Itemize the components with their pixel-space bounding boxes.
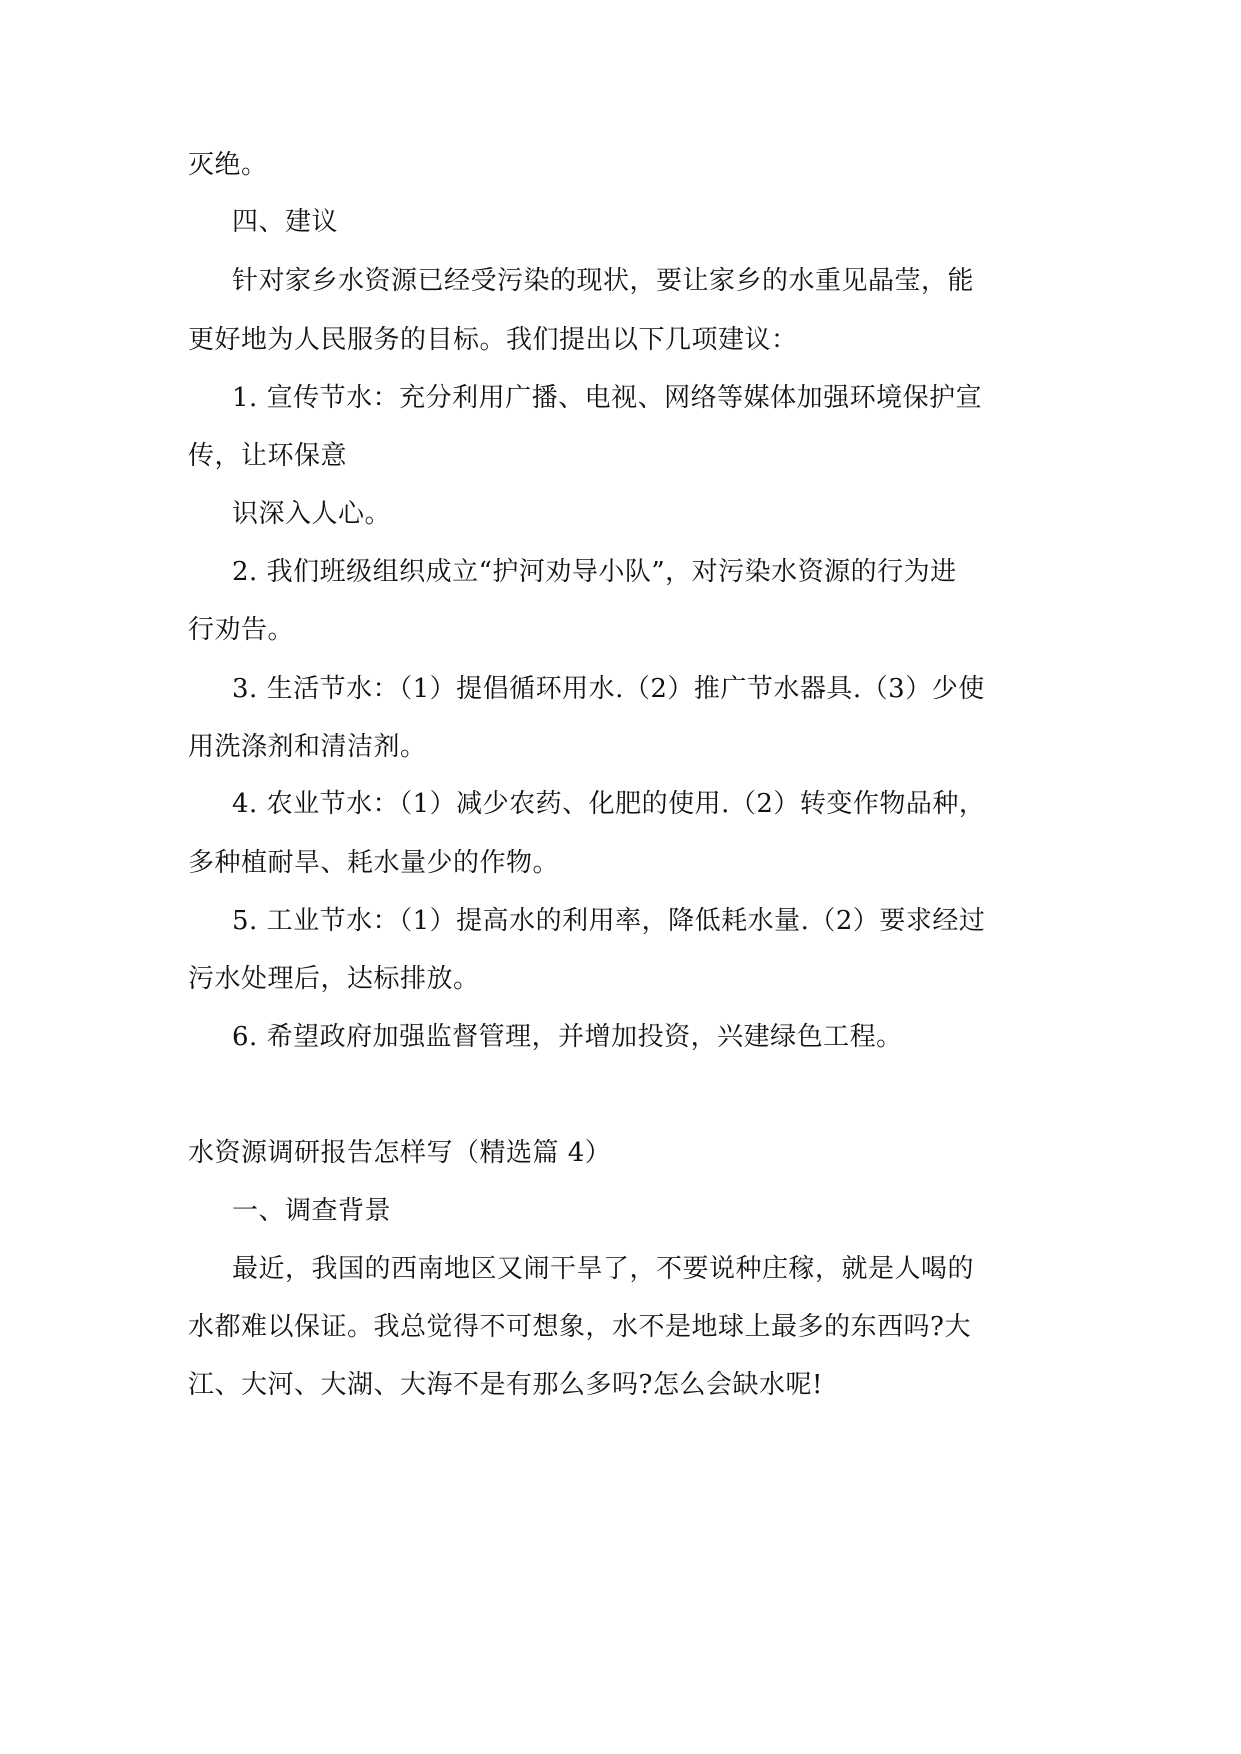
list-item: 3. 生活节水：（1）提倡循环用水.（2）推广节水器具.（3）少使: [232, 674, 985, 704]
text-line: 识深入人心。: [232, 499, 392, 529]
section-title: 水资源调研报告怎样写（精选篇 4）: [188, 1138, 612, 1168]
text-line: 多种植耐旱、耗水量少的作物。: [188, 848, 560, 878]
text-line: 水都难以保证。我总觉得不可想象，水不是地球上最多的东西吗?大: [188, 1312, 971, 1342]
list-item: 1. 宣传节水：充分利用广播、电视、网络等媒体加强环境保护宣: [232, 383, 983, 413]
text-line: 更好地为人民服务的目标。我们提出以下几项建议：: [188, 325, 798, 355]
text-line: 最近，我国的西南地区又闹干旱了，不要说种庄稼，就是人喝的: [232, 1254, 975, 1284]
section-heading: 一、调查背景: [232, 1196, 392, 1226]
list-item: 5. 工业节水：（1）提高水的利用率，降低耗水量.（2）要求经过: [232, 906, 986, 936]
text-line: 传，让环保意: [188, 441, 348, 471]
section-heading: 四、建议: [232, 207, 339, 237]
text-line: 江、大河、大湖、大海不是有那么多吗?怎么会缺水呢!: [188, 1370, 823, 1400]
text-line: 污水处理后，达标排放。: [188, 964, 480, 994]
text-line: 针对家乡水资源已经受污染的现状，要让家乡的水重见晶莹，能: [232, 266, 975, 296]
text-line: 用洗涤剂和清洁剂。: [188, 732, 427, 762]
list-item: 6. 希望政府加强监督管理，并增加投资，兴建绿色工程。: [232, 1022, 903, 1052]
list-item: 4. 农业节水：（1）减少农药、化肥的使用.（2）转变作物品种，: [232, 789, 986, 819]
text-line: 行劝告。: [188, 615, 295, 645]
text-line: 灭绝。: [188, 150, 268, 180]
list-item: 2. 我们班级组织成立“护河劝导小队”，对污染水资源的行为进: [232, 557, 957, 587]
